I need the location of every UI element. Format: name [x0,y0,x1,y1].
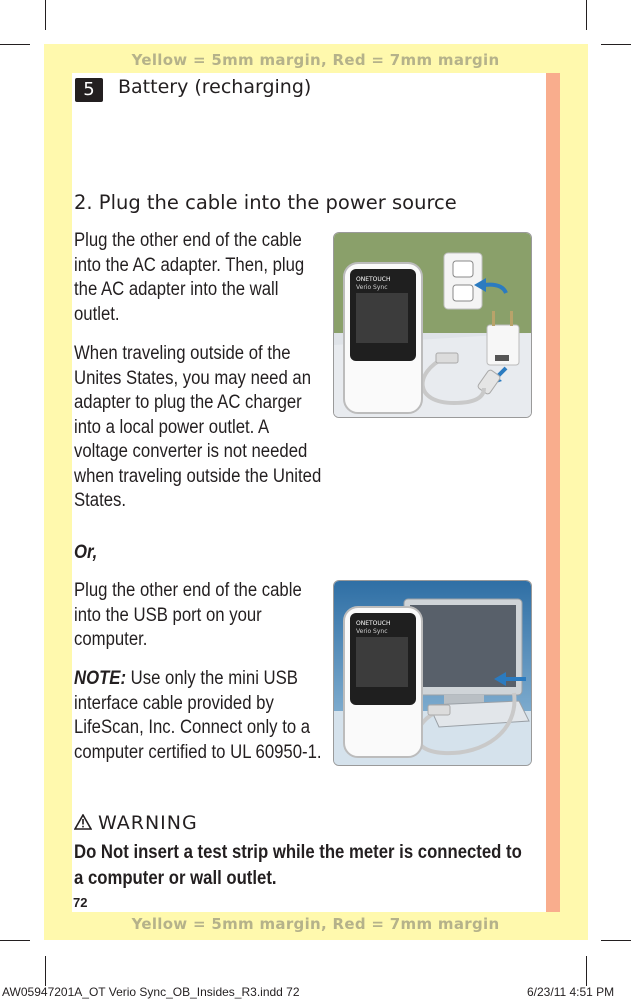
wall-outlet-illustration [334,233,531,417]
crop-mark [0,940,30,941]
meter-brand-line1: ONETOUCH [356,276,391,283]
warning-text [74,840,532,892]
crop-mark [0,44,30,45]
section-number-badge: 5 [75,78,103,102]
computer-usb-illustration [334,581,531,765]
crop-mark [601,940,631,941]
figure-computer-usb [333,580,532,766]
paragraph-plug-usb: Plug the other end of the cable into the USB port on your computer. [74,580,302,650]
crop-mark [586,956,587,986]
note-label: NOTE: [74,668,127,689]
margin-note-bottom: Yellow = 5mm margin, Red = 7mm margin [131,915,500,933]
warning-icon [74,814,92,830]
crop-mark [586,0,587,30]
figure-wall-outlet [333,232,532,418]
warning-heading [74,812,198,834]
red-margin-bar [546,73,560,912]
meter-brand-line2: Verio Sync [356,284,388,291]
warning-lead: Do Not [74,842,129,863]
meter-brand-line1: ONETOUCH [356,620,391,627]
crop-mark [45,956,46,986]
paragraph-traveling: When traveling outside of the Unites States, you may need an adapter to plug the AC charger into a local power outlet. A voltage converter is not needed when traveling outside the United States. [74,343,322,511]
crop-mark [45,0,46,30]
warning-title: WARNING [98,812,198,834]
note-paragraph [74,667,322,765]
page-number: 72 [73,895,88,910]
note-text: Use only the mini USB interface cable provided by LifeScan, Inc. Connect only to a computer certified to UL 60950-1. [74,668,322,763]
slug-date: 6/23/11 4:51 PM [527,985,615,999]
section-title: Battery (recharging) [118,76,312,98]
slug-file: AW05947201A_OT Verio Sync_OB_Insides_R3.indd 72 [2,985,300,999]
crop-mark [601,44,631,45]
step-heading: 2. Plug the cable into the power source [74,191,457,214]
meter-brand-line2: Verio Sync [356,628,388,635]
paragraph-plug-ac: Plug the other end of the cable into the AC adapter. Then, plug the AC adapter into the wall outlet. [74,230,305,325]
margin-note-top: Yellow = 5mm margin, Red = 7mm margin [131,51,500,69]
warning-body: insert a test strip while the meter is connected to a computer or wall outlet. [74,842,522,889]
or-label: Or, [74,542,98,563]
